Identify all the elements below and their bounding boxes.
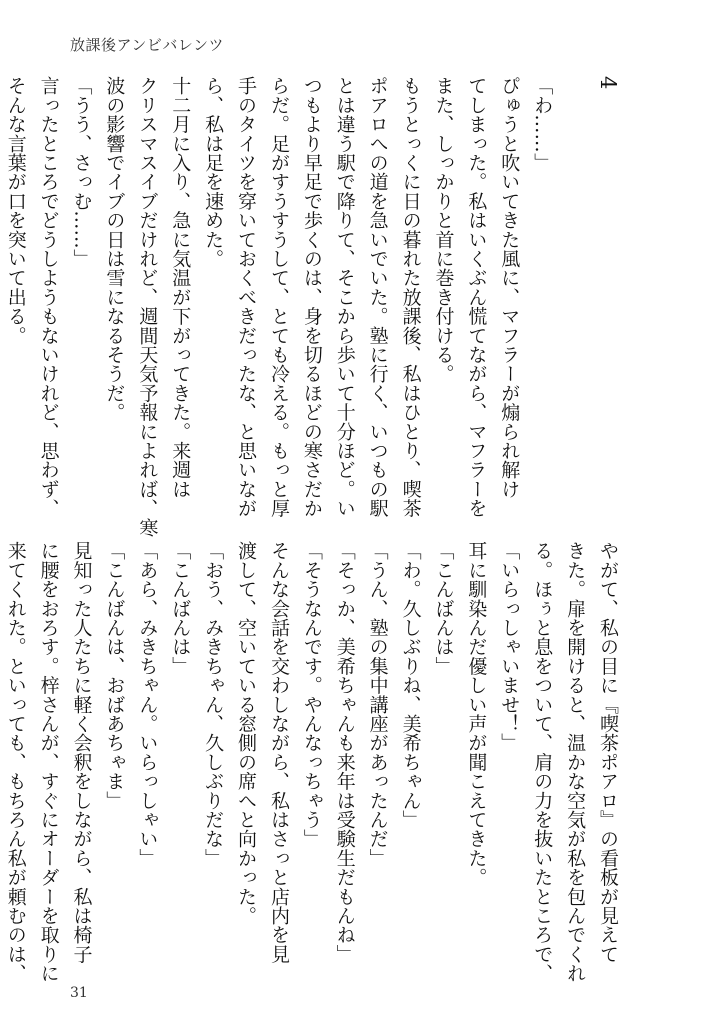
text-line: 「こんばんは、おばあちゃま」 (103, 541, 126, 810)
text-block-top (4, 76, 624, 537)
page-number: 31 (70, 985, 88, 1001)
text-line: 「わ。久しぶりね、美希ちゃん」 (399, 541, 422, 829)
text-line: に腰をおろす。梓さんが、すぐにオーダーを取りに (37, 541, 60, 983)
text-line: 「うん、塾の集中講座があったんだ」 (366, 541, 389, 868)
text-line: とは違う駅で降りて、そこから歩いて十分ほど。い (333, 76, 356, 518)
text-line: てしまった。私はいくぶん慌てながら、マフラーを (465, 76, 488, 518)
text-line: 「うう、さっむ……」 (70, 76, 93, 268)
text-line: 手のタイツを穿いておくべきだったな、と思いなが (235, 76, 258, 518)
text-line: 「おう、みきちゃん、久しぶりだな」 (202, 541, 225, 868)
chapter-number: 4 (596, 76, 620, 90)
text-line: もうとっくに日の暮れた放課後、私はひとり、喫茶 (399, 76, 422, 518)
text-line: る。ほぅと息をついて、肩の力を抜いたところで、 (531, 541, 554, 983)
text-line: きた。扉を開けると、温かな空気が私を包んでくれ (564, 541, 587, 983)
text-line: 「こんばんは」 (169, 541, 192, 676)
running-title: 放課後アンビバレンツ (70, 36, 225, 54)
text-line: 来てくれた。といっても、もちろん私が頼むのは、 (4, 541, 27, 983)
text-line: ぴゅうと吹いてきた風に、マフラーが煽られ解け (498, 76, 521, 499)
text-line: そんな言葉が口を突いて出る。 (4, 76, 27, 345)
text-line: らだ。足がすうすうして、とても冷える。もっと厚 (267, 76, 290, 518)
text-line: 「こんばんは」 (432, 541, 455, 676)
text-line (558, 76, 591, 526)
text-line: つもより早足で歩くのは、身を切るほどの寒さだか (300, 76, 323, 518)
text-line: 「いらっしゃいませ！」 (498, 541, 521, 753)
text-line: 「そうなんです。やんなっちゃう」 (300, 541, 323, 849)
text-line: ポアロへの道を急いでいた。塾に行く、いつもの駅 (366, 76, 389, 518)
text-line: 「わ……」 (531, 76, 554, 172)
text-line: 言ったところでどうしようもないけれど、思わず、 (37, 76, 60, 518)
text-line: 耳に馴染んだ優しい声が聞こえてきた。 (465, 541, 488, 887)
text-line: 見知った人たちに軽く会釈をしながら、私は椅子 (70, 541, 93, 964)
text-line: 渡して、空いている窓側の席へと向かった。 (235, 541, 258, 925)
text-line: 「あら、みきちゃん。いらっしゃい」 (136, 541, 159, 868)
text-line: やがて、私の目に『喫茶ポアロ』の看板が見えて (597, 541, 619, 964)
text-line: 十二月に入り、急に気温が下がってきた。来週は (169, 76, 192, 499)
text-line: クリスマスイブだけれど、週間天気予報によれば、寒 (136, 76, 159, 537)
text-line: 「そっか、美希ちゃんも来年は受験生だもんね」 (333, 541, 356, 964)
text-line: また、しっかりと首に巻き付ける。 (432, 76, 455, 384)
text-line: 波の影響でイブの日は雪になるそうだ。 (103, 76, 126, 422)
text-line: そんな会話を交わしながら、私はさっと店内を見 (267, 541, 290, 964)
text-line: ら、私は足を速めた。 (202, 76, 225, 268)
